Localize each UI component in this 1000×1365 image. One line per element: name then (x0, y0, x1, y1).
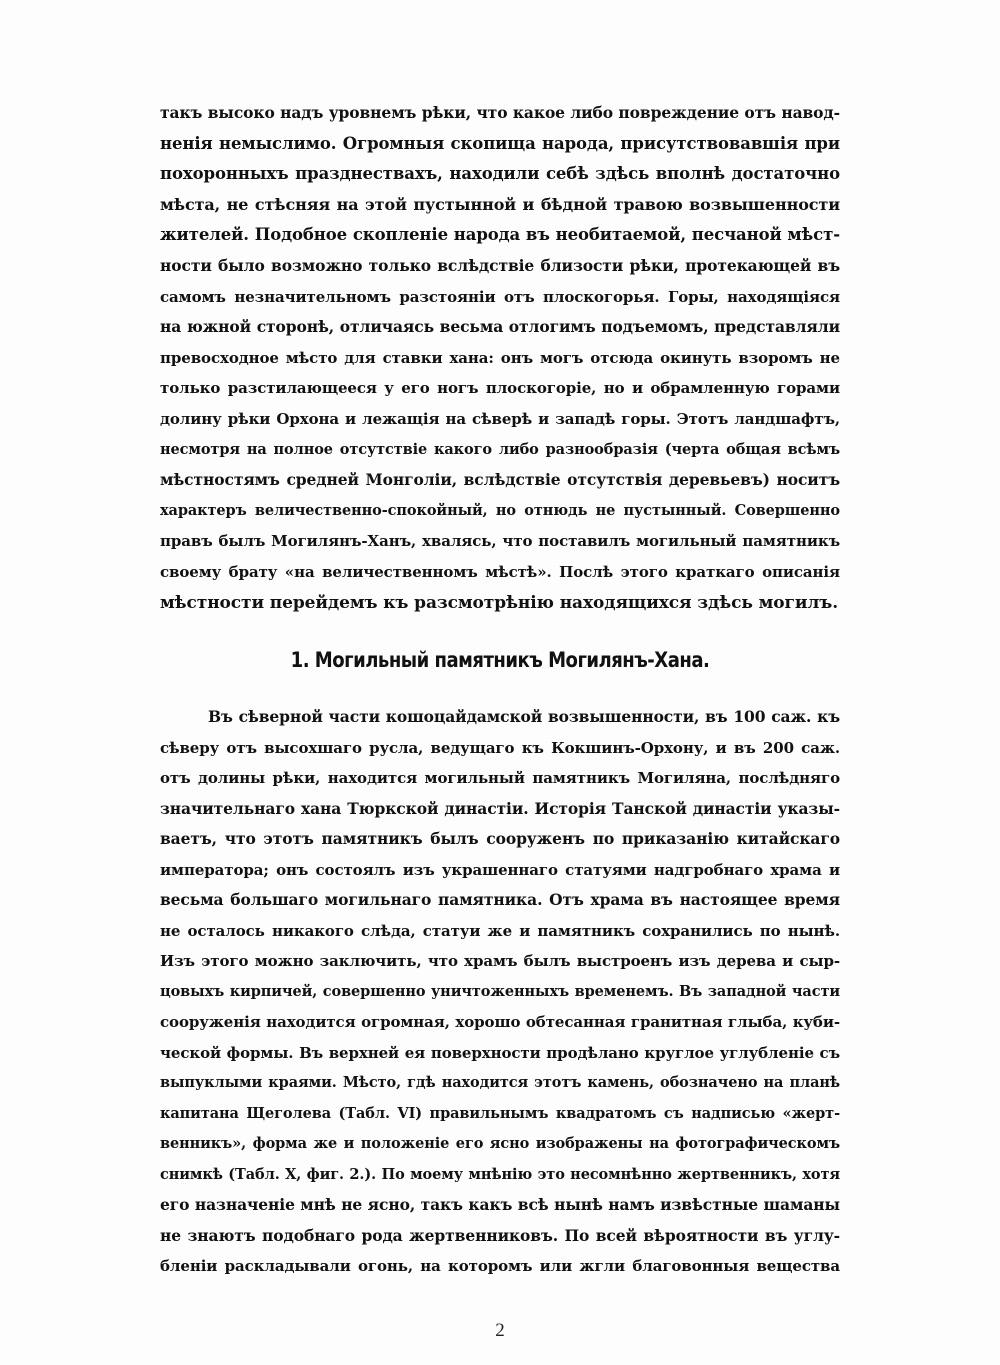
text-line: сооруженія находится огромная, хорошо обтесанная гранитная глыба, куби- (160, 1013, 840, 1031)
text-line: Изъ этого можно заключить, что храмъ былъ выстроенъ изъ дерева и сыр- (160, 952, 840, 970)
section-heading: 1. Могильный памятникъ Могилянъ-Хана. (290, 648, 710, 672)
text-line: превосходное мѣсто для ставки хана: онъ могъ отсюда окинуть взоромъ не (160, 348, 840, 367)
text-line: своему брату «на величественномъ мѣстѣ». Послѣ этого краткаго описанія (160, 562, 840, 581)
text-line: цовыхъ кирпичей, совершенно уничтоженныхъ временемъ. Въ западной части (160, 982, 840, 1000)
text-line: жителей. Подобное скопленіе народа въ необитаемой, песчаной мѣст- (160, 225, 840, 245)
text-line: снимкѣ (Табл. X, фиг. 2.). По моему мнѣнію это несомнѣнно жертвенникъ, хотя (160, 1165, 840, 1183)
text-line: отъ долины рѣки, находится могильный памятникъ Могиляна, послѣдняго (160, 769, 840, 787)
text-line: мѣста, не стѣсняя на этой пустынной и бѣдной травою возвышенности (160, 194, 840, 214)
text-line: похоронныхъ празднествахъ, находили себѣ здѣсь вполнѣ достаточно (160, 164, 840, 184)
text-line: не осталось никакого слѣда, статуи же и памятникъ сохранились по нынѣ. (160, 921, 840, 940)
text-line: ваетъ, что этотъ памятникъ былъ сооруженъ по приказанію китайскаго (160, 829, 840, 848)
text-line: императора; онъ состоялъ изъ украшеннаго статуями надгробнаго храма и (160, 860, 840, 879)
paragraph-main (160, 702, 840, 1282)
text-line: выпуклыми краями. Мѣсто, гдѣ находится этотъ камень, обозначено на планѣ (160, 1074, 840, 1091)
text-line: правъ былъ Могилянъ-Ханъ, хвалясь, что поставилъ могильный памятникъ (160, 532, 840, 551)
text-line: долину рѣки Орхона и лежащія на сѣверѣ и западѣ горы. Этотъ ландшафтъ, (160, 409, 840, 428)
text-line: не знаютъ подобнаго рода жертвенниковъ. По всей вѣроятности въ углу- (160, 1225, 840, 1245)
text-line: венникъ», форма же и положеніе его ясно изображены на фотографическомъ (160, 1135, 840, 1152)
text-line: весьма большаго могильнаго памятника. Отъ храма въ настоящее время (160, 890, 840, 909)
page-number: 2 (495, 1320, 505, 1341)
text-line: несмотря на полное отсутствіе какого либо разнообразія (черта общая всѣмъ (160, 440, 840, 458)
text-line: Въ сѣверной части кошоцайдамской возвышенности, въ 100 саж. къ (208, 707, 840, 726)
text-line: только разстилающееся у его ногъ плоскогоріе, но и обрамленную горами (160, 379, 840, 398)
text-line: на южной сторонѣ, отличаясь весьма отлогимъ подъемомъ, представляли (160, 317, 840, 337)
text-line: самомъ незначительномъ разстояніи отъ плоскогорья. Горы, находящіяся (160, 287, 840, 306)
text-line: характеръ величественно-спокойный, но отнюдь не пустынный. Совершенно (160, 501, 840, 519)
paragraph-top (160, 98, 840, 618)
text-line: его назначеніе мнѣ не ясно, такъ какъ всѣ нынѣ намъ извѣстные шаманы (160, 1195, 840, 1214)
text-line: ненія немыслимо. Огромныя скопища народа, присутствовавшія при (160, 133, 840, 153)
text-line: бленіи раскладывали огонь, на которомъ или жгли благовонныя вещества (160, 1257, 840, 1275)
text-line: мѣстности перейдемъ къ разсмотрѣнію находящихся здѣсь могилъ. (160, 592, 839, 613)
text-line: сѣверу отъ высохшаго русла, ведущаго къ Кокшинъ-Орхону, и въ 200 саж. (160, 738, 840, 757)
text-line: такъ высоко надъ уровнемъ рѣки, что какое либо повреждение отъ навод- (160, 103, 840, 122)
text-line: ческой формы. Въ верхней ея поверхности продѣлано круглое углубленіе съ (160, 1043, 840, 1062)
text-line: ности было возможно только вслѣдствіе близости рѣки, протекающей въ (160, 255, 840, 275)
text-line: значительнаго хана Тюркской династіи. Исторія Танской династіи указы- (160, 798, 840, 818)
text-line: мѣстностямъ средней Монголіи, вслѣдствіе отсутствія деревьевъ) носитъ (160, 470, 840, 490)
text-line: капитана Щеголева (Табл. VI) правильнымъ квадратомъ съ надписью «жерт- (160, 1104, 840, 1122)
